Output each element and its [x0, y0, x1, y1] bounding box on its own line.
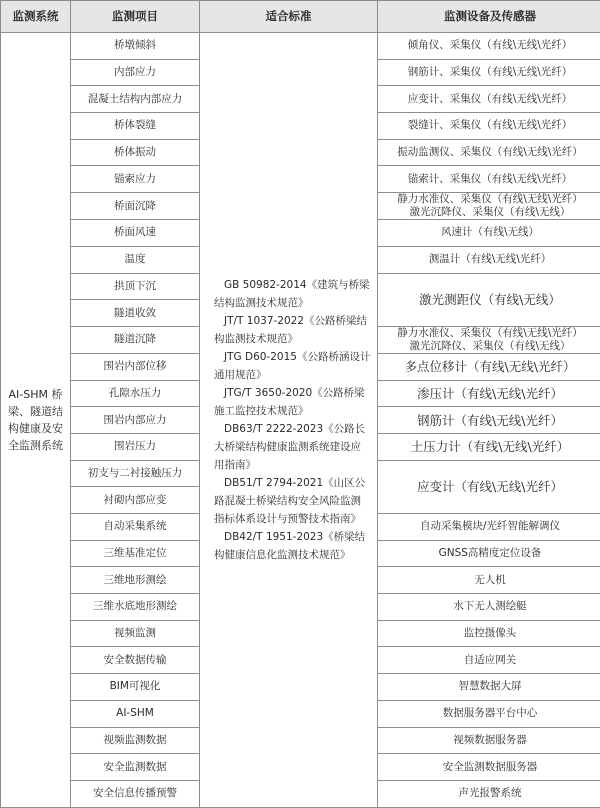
item-cell: 安全数据传输: [71, 647, 200, 674]
item-cell: BIM可视化: [71, 674, 200, 701]
device-cell: 水下无人测绘艇: [378, 594, 600, 621]
item-cell: 自动采集系统: [71, 514, 200, 541]
item-cell: 桥墩倾斜: [71, 33, 200, 60]
device-line: 静力水准仪、采集仪（有线\无线\光纤）: [378, 193, 600, 206]
item-cell: 三维基准定位: [71, 540, 200, 567]
device-cell: 多点位移计（有线\无线\光纤）: [378, 353, 600, 380]
device-cell: 振动监测仪、采集仪（有线\无线\光纤）: [378, 139, 600, 166]
standard-entry: DB51/T 2794-2021《山区公路混凝土桥梁结构安全风险监测指标体系设计与预警技术指南》: [214, 474, 371, 528]
standard-entry: GB 50982-2014《建筑与桥梁结构监测技术规范》: [214, 276, 371, 312]
device-cell: [378, 326, 600, 353]
device-line: 激光沉降仪、采集仪（有线\无线）: [378, 340, 600, 353]
item-cell: 衬砌内部应变: [71, 487, 200, 514]
item-cell: AI-SHM: [71, 700, 200, 727]
item-cell: 初支与二衬接触压力: [71, 460, 200, 487]
item-cell: 隧道沉降: [71, 326, 200, 353]
standards-cell: [200, 33, 378, 808]
device-cell: 渗压计（有线\无线\光纤）: [378, 380, 600, 407]
device-cell: 激光测距仪（有线\无线）: [378, 273, 600, 326]
device-cell: 智慧数据大屏: [378, 674, 600, 701]
header-standard: 适合标准: [200, 1, 378, 33]
device-cell: 风速计（有线\无线）: [378, 220, 600, 247]
item-cell: 围岩压力: [71, 433, 200, 460]
item-cell: 内部应力: [71, 59, 200, 86]
device-cell: 自适应网关: [378, 647, 600, 674]
item-cell: 孔隙水压力: [71, 380, 200, 407]
system-name-cell: AI-SHM 桥梁、隧道结构健康及安全监测系统: [1, 33, 71, 808]
device-cell: GNSS高精度定位设备: [378, 540, 600, 567]
item-cell: 隧道收敛: [71, 300, 200, 327]
device-line: 激光沉降仪、采集仪（有线\无线）: [378, 206, 600, 219]
header-item: 监测项目: [71, 1, 200, 33]
device-cell: 锚索计、采集仪（有线\无线\光纤）: [378, 166, 600, 193]
device-cell: 无人机: [378, 567, 600, 594]
item-cell: 混凝土结构内部应力: [71, 86, 200, 113]
device-cell: 应变计（有线\无线\光纤）: [378, 460, 600, 513]
device-cell: 监控摄像头: [378, 620, 600, 647]
device-cell: [378, 193, 600, 220]
standard-entry: DB63/T 2222-2023《公路长大桥梁结构健康监测系统建设应用指南》: [214, 420, 371, 474]
item-cell: 安全监测数据: [71, 754, 200, 781]
device-cell: 自动采集模块/光纤智能解调仪: [378, 514, 600, 541]
item-cell: 温度: [71, 246, 200, 273]
device-cell: 安全监测数据服务器: [378, 754, 600, 781]
item-cell: 桥面风速: [71, 220, 200, 247]
standard-entry: JT/T 1037-2022《公路桥梁结构监测技术规范》: [214, 312, 371, 348]
item-cell: 桥面沉降: [71, 193, 200, 220]
standard-entry: DB42/T 1951-2023《桥梁结构健康信息化监测技术规范》: [214, 528, 371, 564]
device-cell: 倾角仪、采集仪（有线\无线\光纤）: [378, 33, 600, 60]
device-cell: 视频数据服务器: [378, 727, 600, 754]
table-body: [1, 33, 600, 808]
device-cell: 裂缝计、采集仪（有线\无线\光纤）: [378, 113, 600, 140]
header-system: 监测系统: [1, 1, 71, 33]
item-cell: 围岩内部位移: [71, 353, 200, 380]
item-cell: 锚索应力: [71, 166, 200, 193]
header-row: [1, 1, 600, 33]
device-cell: 测温计（有线\无线\光纤）: [378, 246, 600, 273]
device-line: 静力水准仪、采集仪（有线\无线\光纤）: [378, 327, 600, 340]
device-cell: 钢筋计（有线\无线\光纤）: [378, 407, 600, 434]
device-cell: 声光报警系统: [378, 780, 600, 807]
item-cell: 安全信息传播预警: [71, 780, 200, 807]
item-cell: 桥体振动: [71, 139, 200, 166]
header-device: 监测设备及传感器: [378, 1, 600, 33]
device-cell: 数据服务器平台中心: [378, 700, 600, 727]
item-cell: 三维水底地形测绘: [71, 594, 200, 621]
table-row: [1, 33, 600, 60]
item-cell: 拱顶下沉: [71, 273, 200, 300]
item-cell: 视频监测: [71, 620, 200, 647]
device-cell: 应变计、采集仪（有线\无线\光纤）: [378, 86, 600, 113]
item-cell: 视频监测数据: [71, 727, 200, 754]
item-cell: 三维地形测绘: [71, 567, 200, 594]
item-cell: 桥体裂缝: [71, 113, 200, 140]
device-cell: 钢筋计、采集仪（有线\无线\光纤）: [378, 59, 600, 86]
standard-entry: JTG/T 3650-2020《公路桥梁施工监控技术规范》: [214, 384, 371, 420]
standard-entry: JTG D60-2015《公路桥涵设计通用规范》: [214, 348, 371, 384]
device-cell: 土压力计（有线\无线\光纤）: [378, 433, 600, 460]
item-cell: 围岩内部应力: [71, 407, 200, 434]
